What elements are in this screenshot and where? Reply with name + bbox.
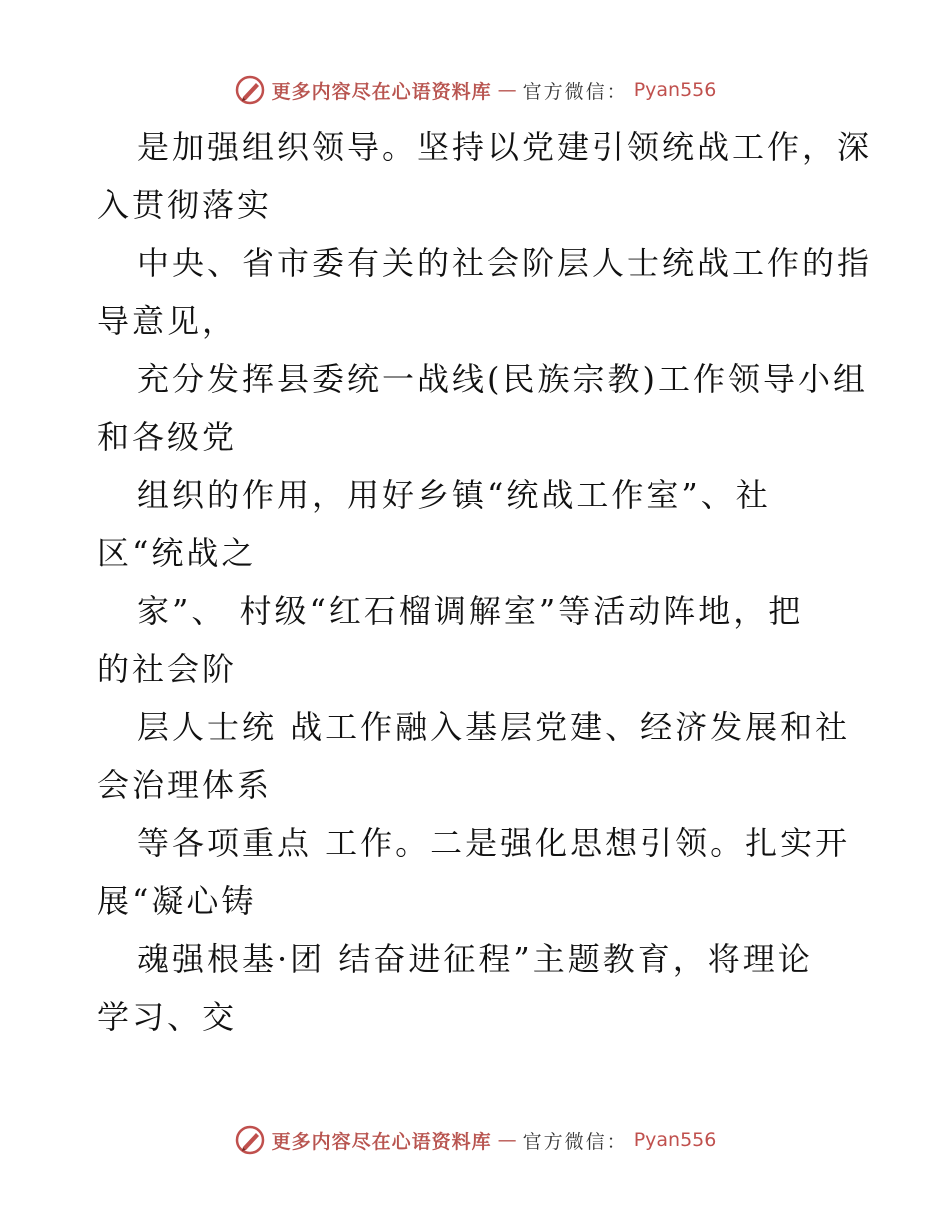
paragraph <box>97 118 873 234</box>
paragraph <box>97 814 857 930</box>
text-line: 中央、省市委有关的社会阶层人士统战工作的指 <box>137 244 873 282</box>
paragraph <box>97 698 857 814</box>
paragraph <box>97 930 857 1046</box>
text-line: 是加强组织领导。坚持以党建引领统战工作，深 <box>137 128 873 166</box>
text-line: 魂强根基·团 结奋进征程”主题教育，将理论 <box>137 940 813 978</box>
paragraph <box>97 234 873 350</box>
text-line: 等各项重点 工作。二是强化思想引领。扎实开 <box>137 824 851 862</box>
text-line: 会治理体系 <box>97 766 273 804</box>
paragraph <box>97 350 868 466</box>
watermark-wechat-id: Pyan556 <box>633 79 717 101</box>
watermark-dash: — <box>497 79 517 101</box>
watermark-dash: — <box>497 1129 517 1151</box>
watermark-brand: 更多内容尽在心语资料库 <box>271 1130 492 1153</box>
pen-logo-icon <box>234 1124 266 1156</box>
text-line: 学习、交 <box>97 998 238 1036</box>
text-line: 组织的作用，用好乡镇“统战工作室”、社 <box>137 476 771 514</box>
text-line: 展“凝心铸 <box>97 882 257 920</box>
document-body <box>97 118 873 1046</box>
watermark-brand: 更多内容尽在心语资料库 <box>271 80 492 103</box>
text-line: 区“统战之 <box>97 534 257 572</box>
paragraph <box>97 466 857 582</box>
header-watermark <box>0 72 950 108</box>
paragraph <box>97 582 857 698</box>
text-line: 的社会阶 <box>97 650 238 688</box>
text-line: 和各级党 <box>97 418 238 456</box>
watermark-label: 官方微信： <box>522 1130 628 1153</box>
text-line: 层人士统 战工作融入基层党建、经济发展和社 <box>137 708 851 746</box>
text-line: 家”、 村级“红石榴调解室”等活动阵地，把 <box>137 592 804 630</box>
text-line: 充分发挥县委统一战线(民族宗教)工作领导小组 <box>137 360 868 398</box>
footer-watermark <box>0 1122 950 1158</box>
text-line: 入贯彻落实 <box>97 186 273 224</box>
watermark-wechat-id: Pyan556 <box>633 1129 717 1151</box>
pen-logo-icon <box>234 74 266 106</box>
text-line: 导意见， <box>97 302 238 340</box>
watermark-label: 官方微信： <box>522 80 628 103</box>
